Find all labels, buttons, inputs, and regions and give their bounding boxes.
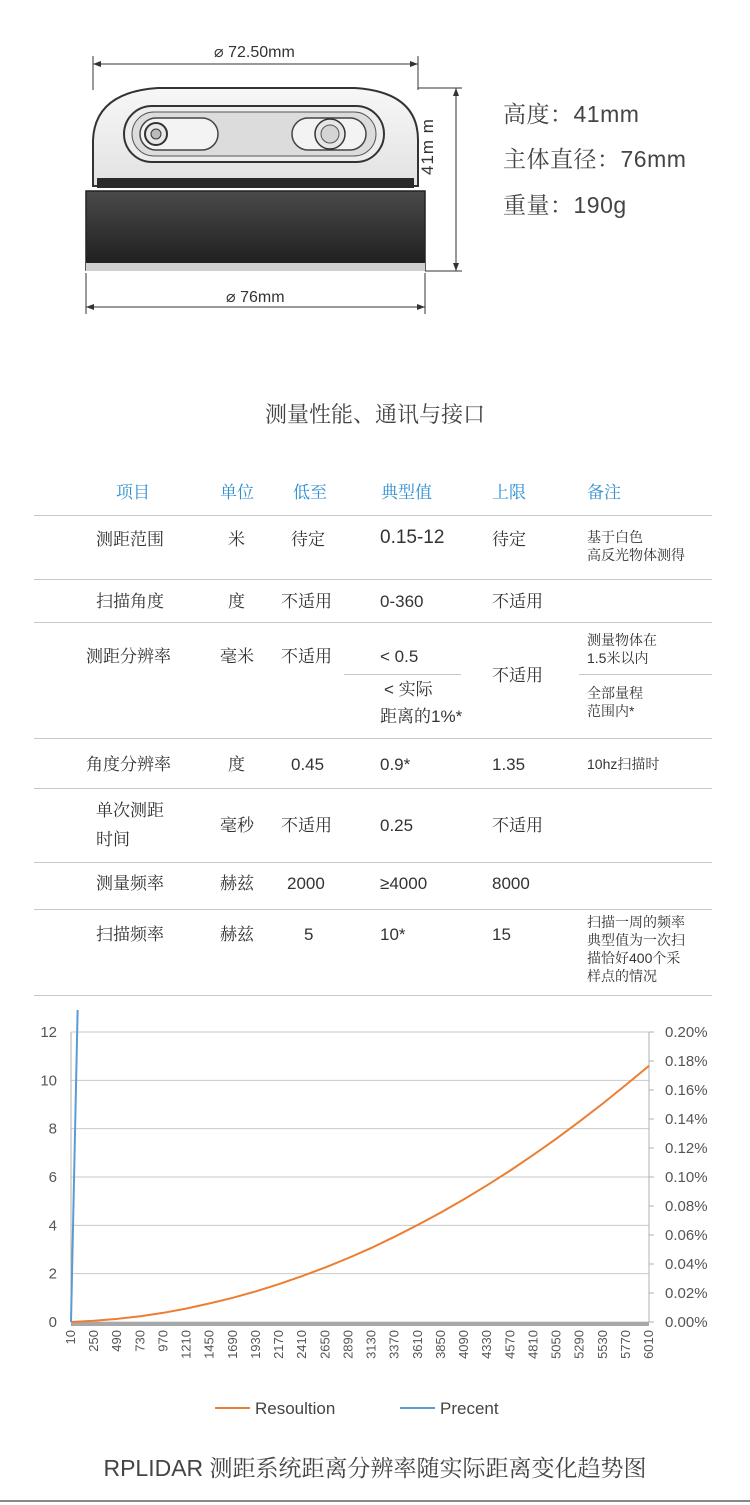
x-tick-label: 2410 (294, 1330, 310, 1359)
x-tick-label: 6010 (641, 1330, 656, 1359)
cell-min: 不适用 (281, 816, 332, 835)
x-tick-label: 3130 (363, 1330, 379, 1359)
x-tick-label: 5530 (594, 1330, 610, 1359)
cell-note-line: 高反光物体测得 (587, 547, 685, 563)
section-title: 测量性能、通讯与接口 (264, 402, 485, 427)
right-tick-label: 0.08% (665, 1198, 708, 1215)
right-tick-label: 0.14% (665, 1111, 708, 1128)
x-axis-band (71, 1322, 649, 1326)
series-line-precent (71, 1010, 649, 1322)
x-tick-label: 1690 (224, 1330, 240, 1359)
cell-note-line: 1.5米以内 (587, 650, 649, 666)
row-divider (34, 622, 712, 623)
cell-note-line: 全部量程 (587, 685, 643, 701)
cell-min: 0.45 (291, 755, 325, 774)
cell-unit: 毫米 (220, 647, 254, 666)
row-divider (34, 788, 712, 789)
x-tick-label: 4330 (479, 1330, 495, 1359)
cell-item: 测距范围 (96, 530, 164, 549)
legend-label: Resoultion (255, 1399, 336, 1418)
lidar-dimension-illustration (0, 0, 750, 360)
right-tick-label: 0.20% (665, 1024, 708, 1041)
header-max: 上限 (492, 483, 526, 502)
header-note: 备注 (587, 483, 621, 502)
spec-height: 高度：41mm (503, 101, 640, 127)
left-tick-label: 8 (48, 1120, 57, 1138)
cell-typical: 0-360 (380, 592, 424, 611)
right-tick-label: 0.18% (665, 1053, 708, 1070)
cell-min: 待定 (291, 530, 325, 549)
right-tick-label: 0.00% (665, 1314, 708, 1331)
right-tick-label: 0.12% (665, 1140, 708, 1157)
cell-max: 1.35 (492, 755, 526, 774)
cell-max: 15 (492, 925, 511, 944)
cell-note-line: 样点的情况 (587, 968, 657, 984)
x-tick-label: 1210 (178, 1330, 194, 1359)
cell-note-line: 10hz扫描时 (587, 756, 660, 772)
left-tick-label: 6 (48, 1169, 57, 1186)
x-tick-label: 4570 (502, 1330, 518, 1359)
cell-typical-alt: 距离的1%* (380, 707, 463, 726)
chart-legend (215, 1399, 499, 1418)
header-min: 低至 (293, 483, 327, 502)
x-tick-label: 2170 (271, 1330, 287, 1359)
cell-min: 2000 (287, 874, 325, 893)
top-diameter-label: ⌀ 72.50mm (214, 44, 295, 61)
cell-unit: 度 (228, 592, 245, 611)
x-tick-label: 3610 (409, 1330, 425, 1359)
bottom-divider (0, 1500, 750, 1502)
cell-item: 时间 (96, 830, 130, 849)
x-tick-label: 4090 (456, 1330, 472, 1359)
x-tick-label: 10 (63, 1330, 78, 1345)
header-item: 项目 (116, 483, 150, 502)
cell-split-line (579, 674, 712, 675)
spec-diameter: 主体直径：76mm (503, 146, 687, 172)
header-typical: 典型值 (381, 483, 432, 502)
cell-max: 8000 (492, 874, 530, 893)
x-tick-label: 4810 (525, 1330, 541, 1359)
cell-note-line: 基于白色 (587, 529, 643, 545)
cell-item: 测量频率 (96, 874, 164, 893)
left-tick-label: 0 (48, 1314, 57, 1331)
cell-typical: ≥4000 (380, 874, 428, 893)
cell-min: 5 (304, 925, 314, 944)
right-axis-ticks (665, 1024, 708, 1331)
cell-item: 单次测距 (96, 801, 164, 820)
cell-split-line (344, 674, 461, 675)
x-axis-ticks (63, 1330, 656, 1359)
dimension-drawing (0, 0, 750, 360)
row-divider (34, 579, 712, 580)
spec-weight: 重量：190g (503, 192, 627, 218)
cell-max: 不适用 (492, 816, 543, 835)
cell-min: 不适用 (281, 592, 332, 611)
cell-unit: 赫兹 (220, 925, 254, 944)
cell-unit: 赫兹 (220, 874, 254, 893)
right-tick-label: 0.10% (665, 1169, 708, 1186)
chart-series (71, 1010, 649, 1322)
x-tick-label: 5050 (548, 1330, 564, 1359)
x-tick-label: 1930 (247, 1330, 263, 1359)
cell-note-line: 测量物体在 (587, 632, 657, 648)
left-axis-ticks (40, 1024, 57, 1331)
row-divider (34, 738, 712, 739)
cell-note-line: 范围内* (587, 703, 635, 719)
spec-table (34, 466, 712, 998)
left-tick-label: 4 (48, 1217, 57, 1235)
height-label: 41m m (418, 118, 437, 175)
left-tick-label: 10 (40, 1072, 57, 1090)
row-divider (34, 515, 712, 516)
x-tick-label: 3850 (432, 1330, 448, 1359)
cell-item: 角度分辨率 (86, 755, 171, 774)
x-tick-label: 490 (109, 1330, 125, 1352)
right-tick-label: 0.04% (665, 1256, 708, 1273)
left-tick-label: 12 (40, 1024, 57, 1041)
row-divider (34, 909, 712, 910)
right-tick-label: 0.16% (665, 1082, 708, 1099)
cell-unit: 米 (228, 530, 245, 549)
row-divider (34, 862, 712, 863)
x-tick-label: 250 (86, 1330, 102, 1352)
cell-note-line: 典型值为一次扫 (587, 932, 685, 948)
cell-typical: 0.25 (380, 816, 414, 835)
cell-typical: 0.15-12 (380, 527, 445, 548)
cell-typical: 0.9* (380, 755, 411, 774)
cell-unit: 毫秒 (220, 816, 254, 835)
bottom-diameter-label: ⌀ 76mm (226, 289, 285, 306)
chart-grid (71, 1032, 654, 1326)
x-tick-label: 730 (132, 1330, 148, 1352)
left-tick-label: 2 (48, 1265, 57, 1283)
x-tick-label: 5770 (617, 1330, 633, 1359)
cell-item: 测距分辨率 (86, 647, 171, 666)
cell-unit: 度 (228, 755, 245, 774)
series-line-resoultion (71, 1066, 649, 1322)
cell-item: 扫描频率 (96, 925, 164, 944)
cell-min: 不适用 (281, 647, 332, 666)
x-tick-label: 2650 (317, 1330, 333, 1359)
x-tick-label: 3370 (386, 1330, 402, 1359)
cell-typical: 10* (380, 925, 406, 944)
x-tick-label: 5290 (571, 1330, 587, 1359)
x-tick-label: 2890 (340, 1330, 356, 1359)
cell-typical-alt: < 实际 (384, 680, 433, 699)
cell-max: 不适用 (492, 666, 543, 685)
cell-item: 扫描角度 (96, 592, 164, 611)
legend-label: Precent (440, 1399, 499, 1418)
row-divider (34, 995, 712, 996)
cell-max: 待定 (492, 530, 526, 549)
x-tick-label: 970 (155, 1330, 171, 1352)
cell-max: 不适用 (492, 592, 543, 611)
resolution-chart (0, 1010, 750, 1440)
cell-note-line: 描恰好400个采 (587, 950, 681, 966)
cell-typical: < 0.5 (380, 647, 419, 666)
right-tick-label: 0.06% (665, 1227, 708, 1244)
header-unit: 单位 (220, 483, 254, 502)
x-tick-label: 1450 (201, 1330, 217, 1359)
chart-caption: RPLIDAR 测距系统距离分辨率随实际距离变化趋势图 (103, 1455, 647, 1481)
cell-note-line: 扫描一周的频率 (587, 914, 685, 930)
right-tick-label: 0.02% (665, 1285, 708, 1302)
